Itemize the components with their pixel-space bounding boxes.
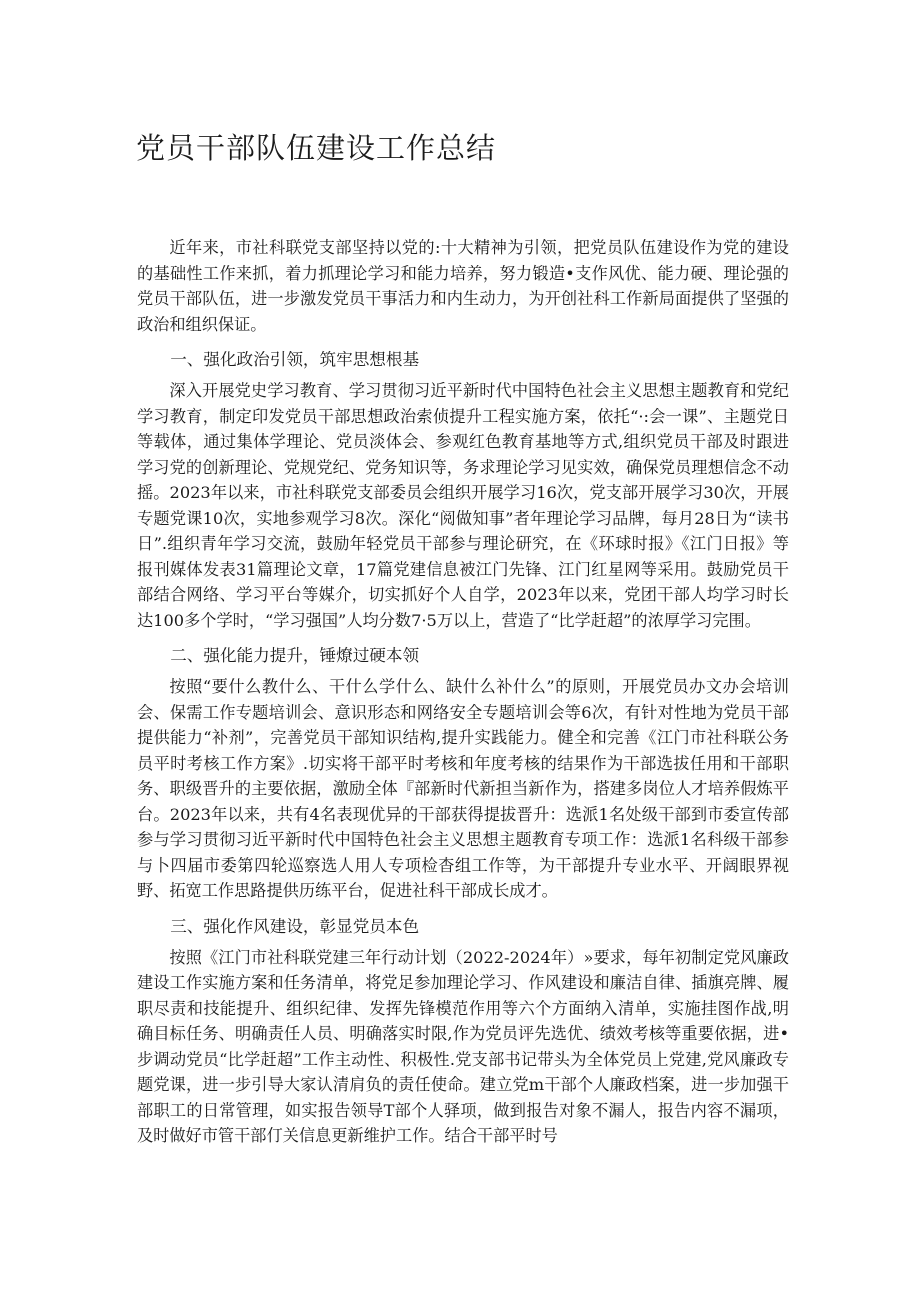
section-heading: 三、强化作风建设，彰显党员本色 xyxy=(170,916,420,936)
section-heading: 一、强化政治引领，筑牢思想根基 xyxy=(170,350,420,369)
section-3 xyxy=(137,914,789,1149)
section-2 xyxy=(137,643,789,904)
intro-paragraph: 近年来，市社科联党支部坚持以党的:十大精神为引领，把党员队伍建设作为党的建设的基础性工作来抓，着力抓理论学习和能力培养，努力锻造•支作风优、能力硬、理论强的党员干部队伍，进一步激发党员干事活力和内生动力，为开创社科工作新局面提供了坚强的政治和组织保证。 xyxy=(137,238,789,334)
section-paragraph: 按照“要什么教什么、干什么学什么、缺什么补什么”的原则，开展党员办文办会培训会、保需工作专题培训会、意识形态和网络安全专题培训会等6次，有针对性地为党员干部提供能力“补剂”，完善党员干部知识结构,提升实践能力。健全和完善《江门市社科联公务员平时考核工作方案》.切实将干部平时考核和年度考核的结果作为干部选拔任用和干部职务、职级晋升的主要依据，激励全体『部新时代新担当新作为，搭建多岗位人才培养假炼平台。2023年以来，共有4名表现优异的干部获得提拔晋升：选派1名处级干部到市委宣传部参与学习贯彻习近平新时代中国特色社会主义思想主题教育专项工作：选派1名科级干部参与卜四届市委第四轮巡察选人用人专项检杳组工作等，为干部提升专业水平、开阔眼界视野、拓宽工作思路提供历练平台，促进社科干部成长成才。 xyxy=(137,677,789,900)
document-body xyxy=(137,235,789,1149)
section-heading: 二、强化能力提升，锤燎过硬本领 xyxy=(170,646,420,665)
section-paragraph: 深入开展党史学习教育、学习贯彻习近平新时代中国特色社会主义思想主题教育和党纪学习教育，制定印发党员干部思想政治索侦提升工程实施方案，依托“·:会一课”、主题党日等载体，通过集体学理论、党员淡体会、参观红色教育基地等方式,组织党员干部及时跟进学习党的创新理论、党规党纪、党务知识等，务求理论学习见实效，确保党员理想信念不动摇。2023年以来，市社科联党支部委员会组织开展学习16次，党支部开展学习30次，开展专题党课10次，实地参观学习8次。深化“阅做知事”者年理论学习品牌，每月28日为“读书日”.组织青年学习交流，鼓励年轻党员干部参与理论研究，在《环球时报》《江门日报》等报刊媒体发表31篇理论文章，17篇党建信息被江门先锋、江门红星网等采用。鼓励党员干部结合网络、学习平台等媒介，切实抓好个人自学，2023年以来，党团干部人均学习时长达100多个学时，“学习强国”人均分数7·5万以上，营造了“比学赶超”的浓厚学习完围。 xyxy=(137,381,789,630)
section-paragraph: 按照《江门市社科联党建三年行动计划（2022-2024年）»要求，每年初制定党风廉政建设工作实施方案和任务清单，将党足参加理论学习、作风建设和廉洁自律、插旗亮牌、履职尽责和技能提升、组织纪律、发挥先锋模范作用等六个方面纳入清单，实施挂图作战,明确目标任务、明确责任人员、明确落实时限,作为党员评先选优、绩效考核等重要依据，进•步调动党员“比学赶超”工作主动性、积极性.党支部书记带头为全体党员上党建,党风廉政专题党课，进一步引导大家认清肩负的责任使命。建立党m干部个人廉政档案，进一步加强干部职工的日常管理，如实报告领导T部个人驿项，做到报告对象不漏人，报告内容不漏项，及时做好市管干部仃关信息更新维护工作。结合干部平时号 xyxy=(137,947,789,1145)
document-title: 党员干部队伍建设工作总结 xyxy=(136,131,497,165)
section-1 xyxy=(137,347,789,633)
